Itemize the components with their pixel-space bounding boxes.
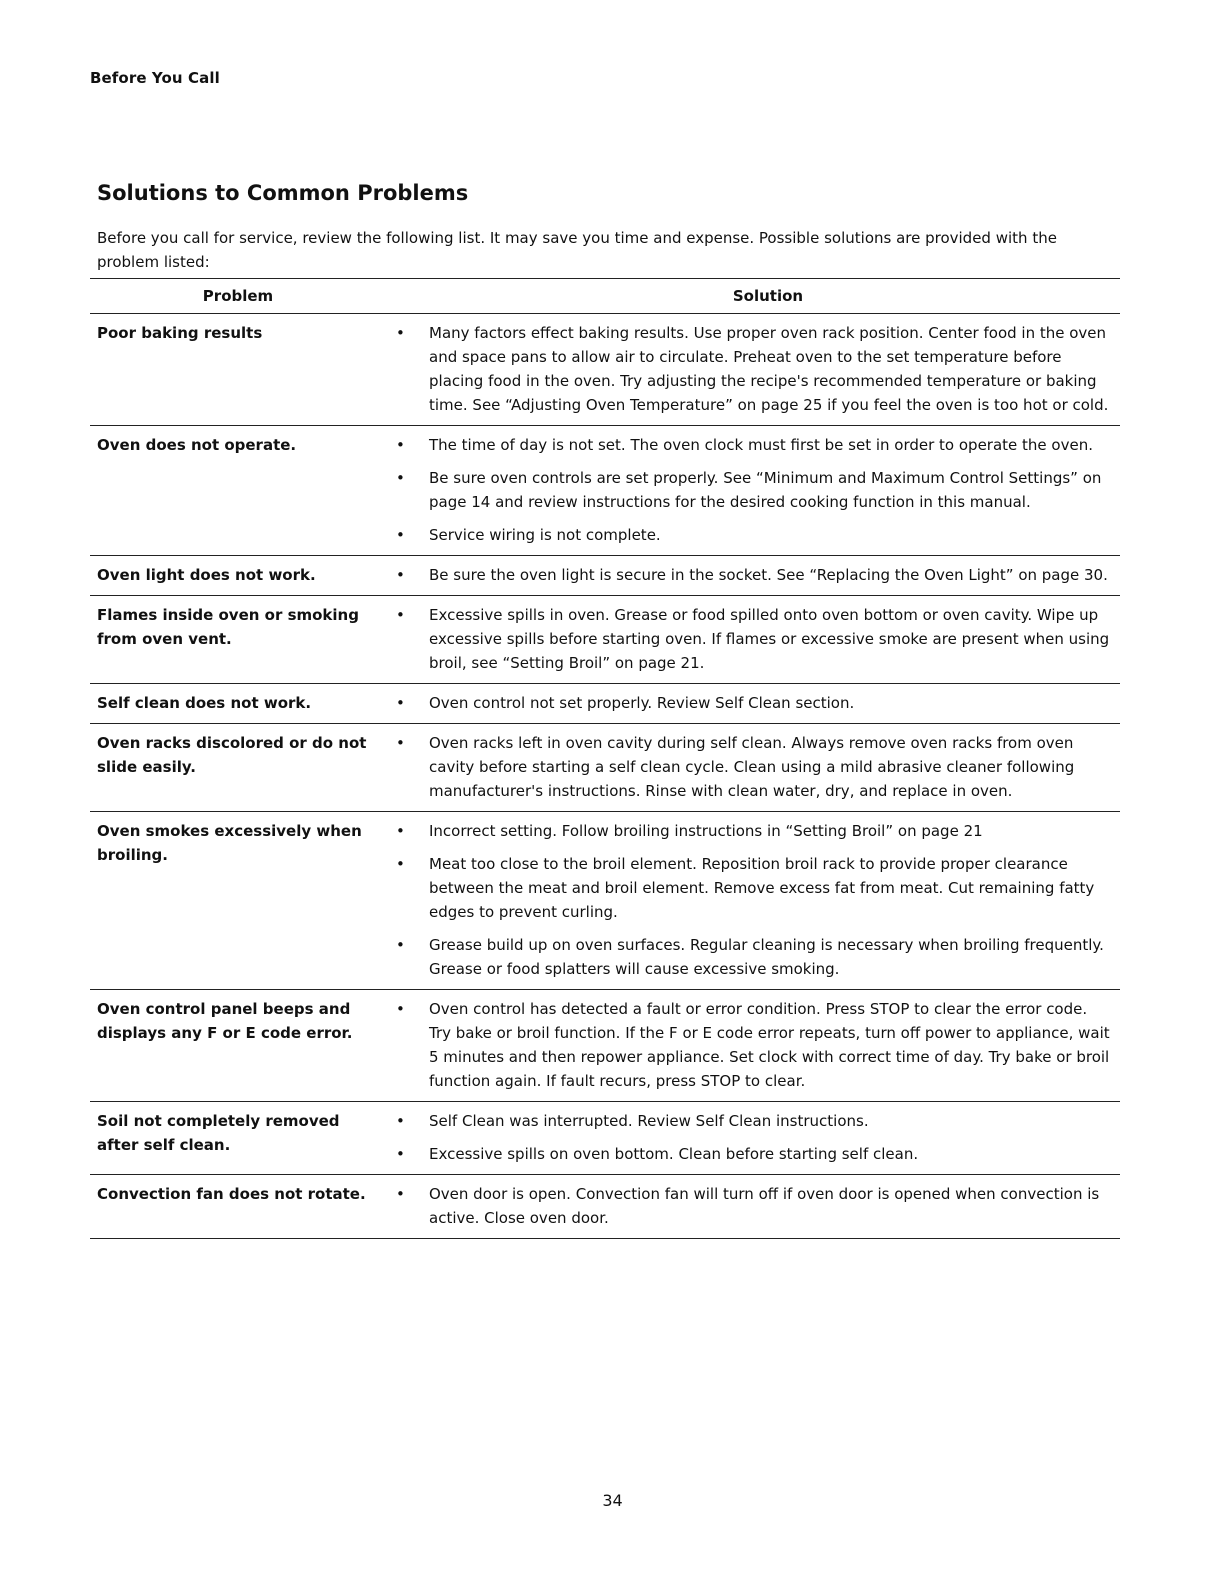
solution-item — [385, 691, 1120, 715]
bullet-icon: • — [396, 436, 405, 454]
bullet-icon: • — [396, 855, 405, 873]
solution-text: Meat too close to the broil element. Reposition broil rack to provide proper clearance between the meat and broil element. Remove excess fat from meat. Cut remaining fatty edges to prevent curling. — [429, 855, 1095, 921]
solution-item — [385, 997, 1120, 1093]
solution-item — [385, 1109, 1120, 1133]
table-row — [90, 1175, 1120, 1239]
solution-item — [385, 731, 1120, 803]
bullet-icon: • — [396, 822, 405, 840]
solution-item — [385, 1142, 1120, 1166]
solution-cell — [385, 691, 1120, 715]
column-header-problem: Problem — [202, 287, 274, 305]
troubleshooting-table — [90, 278, 1120, 1239]
table-row — [90, 426, 1120, 556]
solution-text: Self Clean was interrupted. Review Self Clean instructions. — [429, 1112, 869, 1130]
bullet-icon: • — [396, 694, 405, 712]
intro-paragraph: Before you call for service, review the following list. It may save you time and expense. Possible solutions are provided with the problem listed: — [97, 229, 1057, 271]
solution-text: Many factors effect baking results. Use proper oven rack position. Center food in the oven and space pans to allow air to circulate. Preheat oven to the set temperature before placing food in the oven. Try adjusting the recipe's recommended temperature or baking time. See “Adjusting Oven Temperature” on page 25 if you feel the oven is too hot or cold. — [429, 324, 1109, 414]
solution-item — [385, 603, 1120, 675]
table-row — [90, 314, 1120, 426]
table-row — [90, 990, 1120, 1102]
solution-item — [385, 852, 1120, 924]
bullet-icon: • — [396, 469, 405, 487]
solution-text: Oven control not set properly. Review Self Clean section. — [429, 694, 855, 712]
table-header — [90, 279, 1120, 314]
problem-cell: Poor baking results — [97, 324, 263, 342]
solution-item — [385, 1182, 1120, 1230]
column-header-solution: Solution — [732, 287, 804, 305]
solution-cell — [385, 731, 1120, 803]
page-number: 34 — [602, 1491, 623, 1510]
problem-cell: Oven control panel beeps and displays any F or E code error. — [97, 1000, 353, 1042]
solution-cell — [385, 997, 1120, 1093]
solution-text: Service wiring is not complete. — [429, 526, 661, 544]
bullet-icon: • — [396, 324, 405, 342]
solution-text: Oven control has detected a fault or error condition. Press STOP to clear the error code. Try bake or broil function. If the F or E code error repeats, turn off power to appliance, wait 5 minutes and then repower appliance. Set clock with correct time of day. Try bake or broil function again. If fault recurs, press STOP to clear. — [429, 1000, 1110, 1090]
table-row — [90, 556, 1120, 596]
bullet-icon: • — [396, 734, 405, 752]
solution-text: Oven door is open. Convection fan will turn off if oven door is opened when convection is active. Close oven door. — [429, 1185, 1100, 1227]
bullet-icon: • — [396, 606, 405, 624]
table-row — [90, 1102, 1120, 1175]
solution-text: Excessive spills in oven. Grease or food spilled onto oven bottom or oven cavity. Wipe up excessive spills before starting oven. If flames or excessive smoke are present when using broil, see “Setting Broil” on page 21. — [429, 606, 1110, 672]
solution-text: Oven racks left in oven cavity during self clean. Always remove oven racks from oven cavity before starting a self clean cycle. Clean using a mild abrasive cleaner following manufacturer's instructions. Rinse with clean water, dry, and replace in oven. — [429, 734, 1075, 800]
solution-cell — [385, 433, 1120, 547]
bullet-icon: • — [396, 1000, 405, 1018]
problem-cell: Flames inside oven or smoking from oven vent. — [97, 606, 359, 648]
solution-text: Be sure oven controls are set properly. See “Minimum and Maximum Control Settings” on page 14 and review instructions for the desired cooking function in this manual. — [429, 469, 1102, 511]
solution-cell — [385, 819, 1120, 981]
table-row — [90, 684, 1120, 724]
problem-cell: Self clean does not work. — [97, 694, 312, 712]
solution-cell — [385, 321, 1120, 417]
bullet-icon: • — [396, 1112, 405, 1130]
solution-text: Grease build up on oven surfaces. Regular cleaning is necessary when broiling frequently. Grease or food splatters will cause excessive smoking. — [429, 936, 1104, 978]
table-row — [90, 724, 1120, 812]
problem-cell: Soil not completely removed after self clean. — [97, 1112, 340, 1154]
bullet-icon: • — [396, 1145, 405, 1163]
solution-item — [385, 819, 1120, 843]
bullet-icon: • — [396, 936, 405, 954]
problem-cell: Oven smokes excessively when broiling. — [97, 822, 362, 864]
solution-cell — [385, 1182, 1120, 1230]
table-row — [90, 596, 1120, 684]
solution-item — [385, 433, 1120, 457]
solution-text: Be sure the oven light is secure in the socket. See “Replacing the Oven Light” on page 30. — [429, 566, 1108, 584]
bullet-icon: • — [396, 526, 405, 544]
running-header: Before You Call — [90, 69, 220, 87]
solution-cell — [385, 1109, 1120, 1166]
problem-cell: Oven light does not work. — [97, 566, 316, 584]
solution-text: Excessive spills on oven bottom. Clean before starting self clean. — [429, 1145, 919, 1163]
solution-text: Incorrect setting. Follow broiling instructions in “Setting Broil” on page 21 — [429, 822, 983, 840]
solution-cell — [385, 603, 1120, 675]
problem-cell: Oven does not operate. — [97, 436, 297, 454]
solution-item — [385, 563, 1120, 587]
solution-item — [385, 466, 1120, 514]
bullet-icon: • — [396, 566, 405, 584]
problem-cell: Oven racks discolored or do not slide easily. — [97, 734, 367, 776]
solution-item — [385, 523, 1120, 547]
solution-cell — [385, 563, 1120, 587]
solution-item — [385, 321, 1120, 417]
solution-item — [385, 933, 1120, 981]
table-row — [90, 812, 1120, 990]
page-title: Solutions to Common Problems — [97, 181, 469, 205]
solution-text: The time of day is not set. The oven clock must first be set in order to operate the oven. — [429, 436, 1093, 454]
problem-cell: Convection fan does not rotate. — [97, 1185, 366, 1203]
bullet-icon: • — [396, 1185, 405, 1203]
table-body — [90, 314, 1120, 1239]
